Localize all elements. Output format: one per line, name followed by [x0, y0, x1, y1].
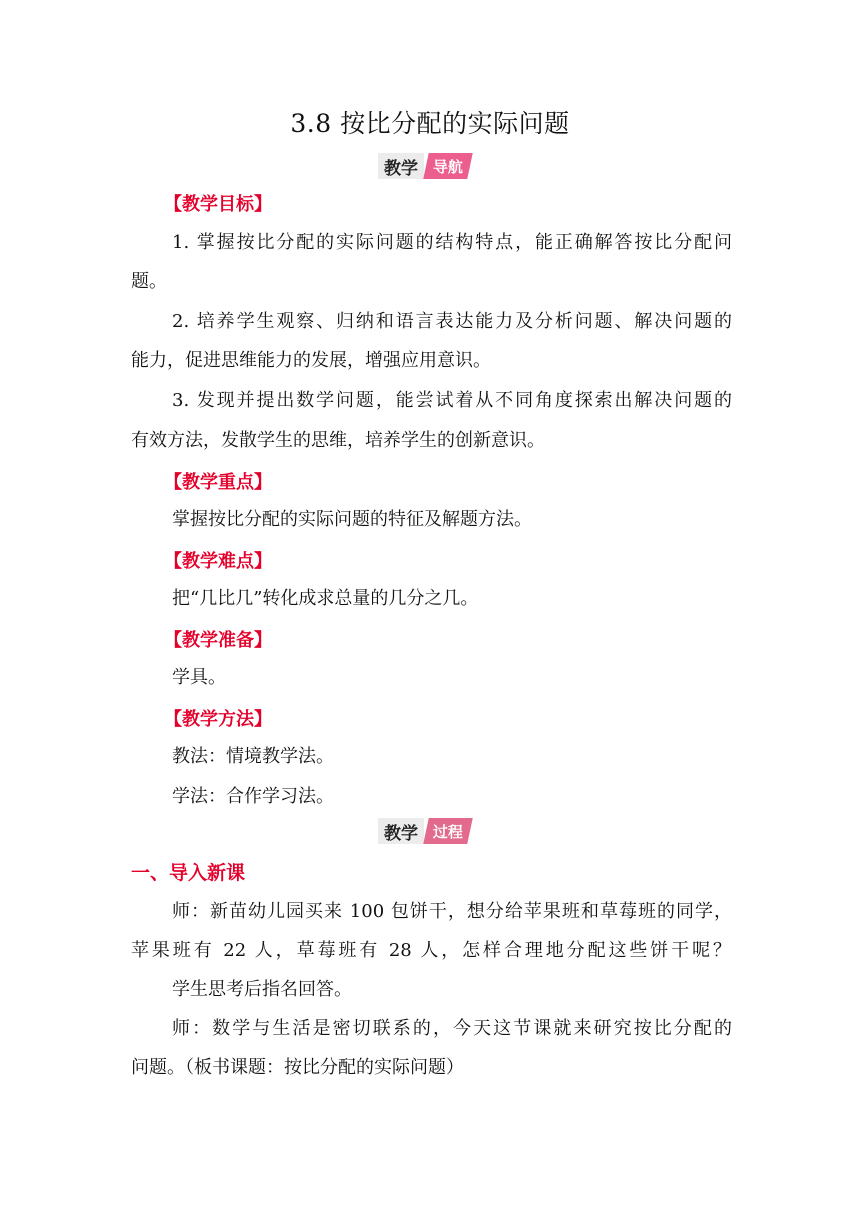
section-1-paragraph-1-line-1: 师：新苗幼儿园买来 100 包饼干，想分给苹果班和草莓班的同学， — [172, 901, 732, 922]
objective-3-line-2: 有效方法，发散学生的思维，培养学生的创新意识。 — [131, 430, 545, 451]
key-points-heading: 【教学重点】 — [164, 472, 272, 493]
teaching-method-text: 教法：情境教学法。 — [172, 746, 334, 767]
teaching-guide-badge — [378, 153, 470, 179]
badge-left-text: 教学 — [378, 818, 424, 844]
section-1-paragraph-2: 学生思考后指名回答。 — [172, 979, 352, 1000]
badge-right-text: 导航 — [423, 153, 473, 179]
section-1-paragraph-1-line-2: 苹果班有 22 人，草莓班有 28 人，怎样合理地分配这些饼干呢？ — [131, 940, 731, 961]
page-title: 3.8 按比分配的实际问题 — [290, 109, 570, 138]
objective-3-line-1: 3. 发现并提出数学问题，能尝试着从不同角度探索出解决问题的 — [172, 390, 732, 411]
badge-left-text: 教学 — [378, 153, 424, 179]
difficulties-heading: 【教学难点】 — [164, 551, 272, 572]
badge-right-text: 过程 — [423, 818, 473, 844]
learning-method-text: 学法：合作学习法。 — [172, 786, 334, 807]
objective-2-line-2: 能力，促进思维能力的发展，增强应用意识。 — [131, 350, 491, 371]
preparation-heading: 【教学准备】 — [164, 630, 272, 651]
objective-1-line-2: 题。 — [131, 271, 167, 292]
methods-heading: 【教学方法】 — [164, 709, 272, 730]
teaching-process-badge — [378, 818, 470, 844]
objectives-heading: 【教学目标】 — [164, 194, 272, 215]
section-1-paragraph-3-line-1: 师：数学与生活是密切联系的，今天这节课就来研究按比分配的 — [172, 1018, 732, 1039]
section-1-heading: 一、导入新课 — [131, 862, 246, 884]
objective-1-line-1: 1. 掌握按比分配的实际问题的结构特点，能正确解答按比分配问 — [172, 232, 732, 253]
key-points-text: 掌握按比分配的实际问题的特征及解题方法。 — [172, 509, 532, 530]
section-1-paragraph-3-line-2: 问题。（板书课题：按比分配的实际问题） — [131, 1057, 464, 1078]
difficulties-text: 把“几比几”转化成求总量的几分之几。 — [172, 588, 479, 609]
objective-2-line-1: 2. 培养学生观察、归纳和语言表达能力及分析问题、解决问题的 — [172, 311, 732, 332]
preparation-text: 学具。 — [172, 667, 226, 688]
